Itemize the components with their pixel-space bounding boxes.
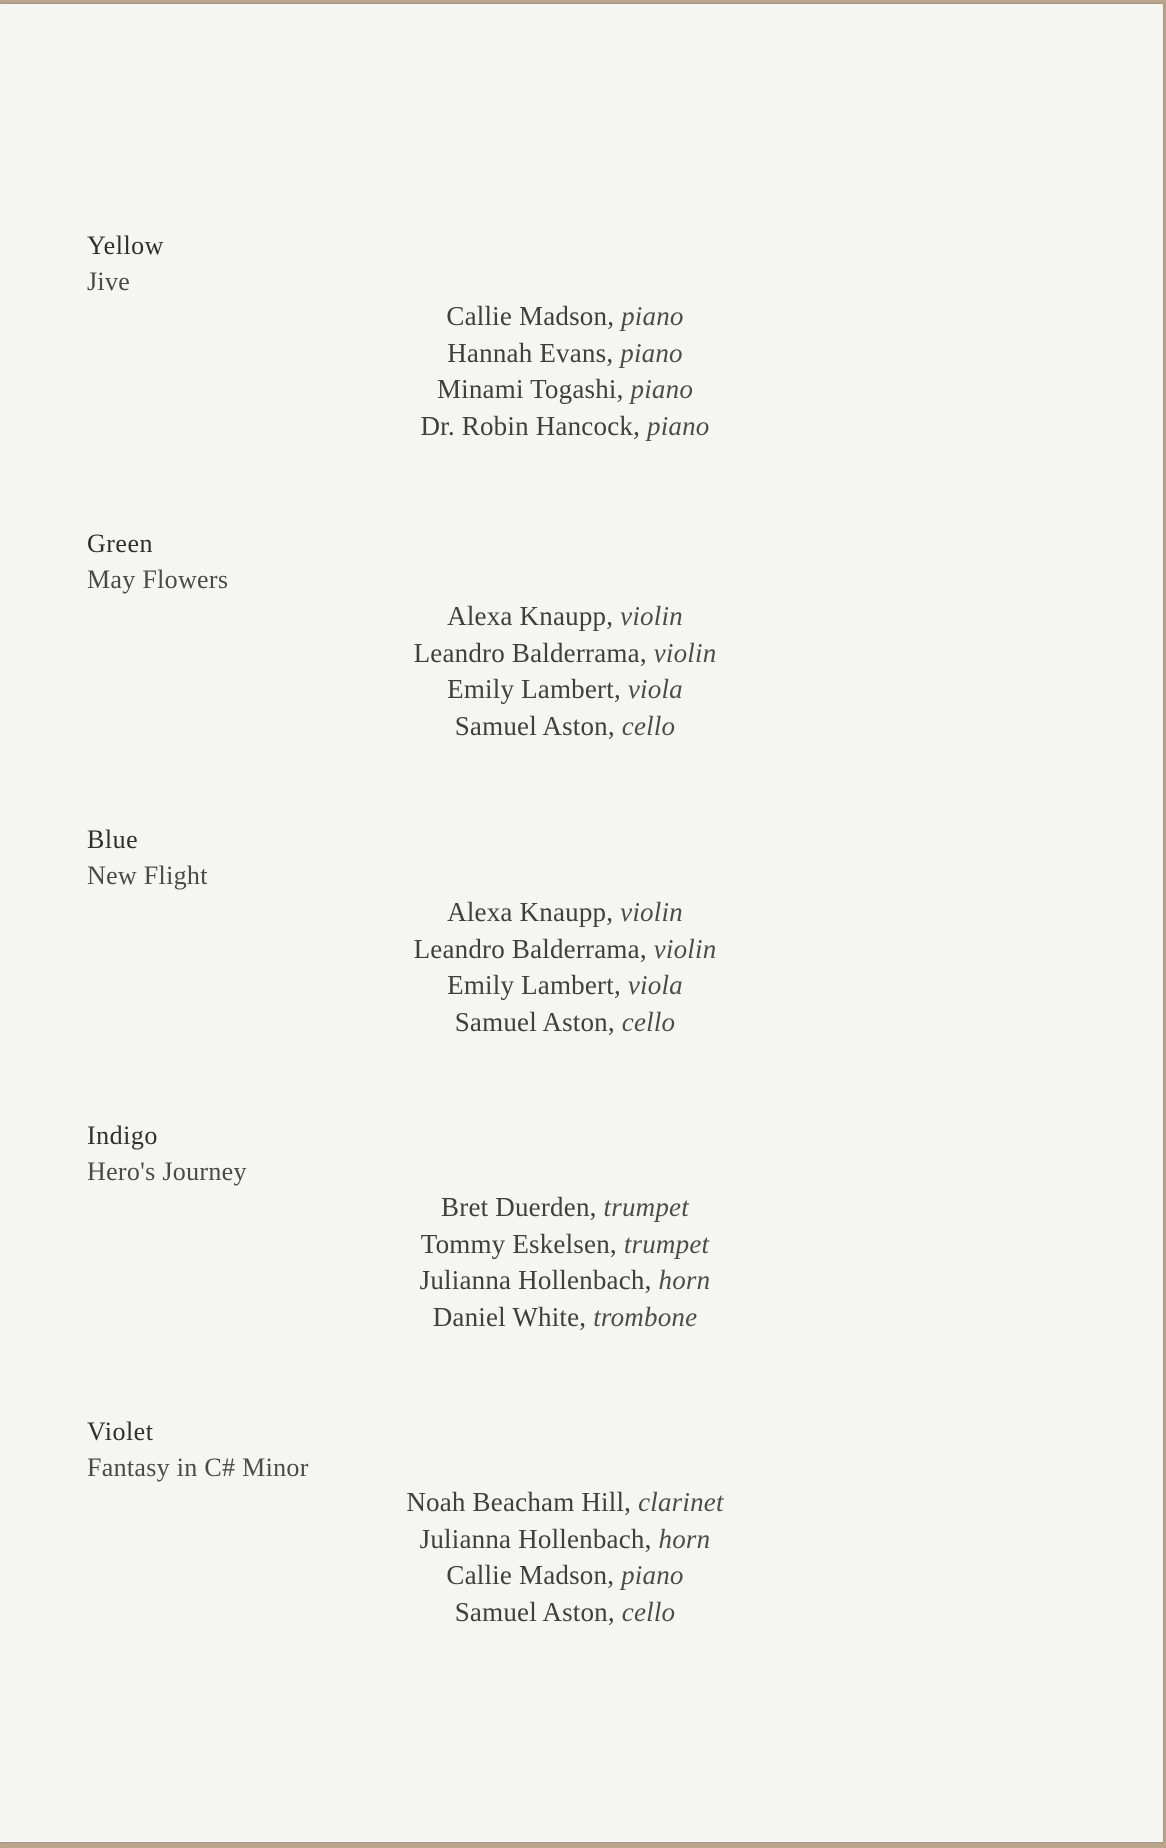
performer-list — [0, 1189, 1130, 1335]
performer-entry: Tommy Eskelsen, trumpet — [420, 1228, 710, 1259]
performer-name: Leandro Balderrama — [413, 933, 640, 964]
performer-name: Samuel Aston — [454, 710, 608, 741]
piece-color-heading: Yellow — [87, 231, 164, 260]
performer-name: Alexa Knaupp — [447, 601, 607, 631]
piece-title: Fantasy in C# Minor — [87, 1453, 309, 1482]
piece-title: May Flowers — [87, 565, 229, 594]
performer-name: Callie Madson — [446, 301, 608, 331]
piece-title: New Flight — [87, 861, 208, 890]
performer-name: Julianna Hollenbach — [419, 1265, 645, 1295]
program-piece-blue — [87, 822, 1087, 894]
performer-instrument: cello — [621, 1006, 676, 1037]
performer-name: Leandro Balderrama — [413, 637, 640, 668]
performer-list — [0, 894, 1130, 1040]
performer-instrument: violin — [653, 933, 717, 964]
performer-name: Emily Lambert — [447, 674, 614, 704]
performer-entry: Samuel Aston, cello — [454, 710, 676, 741]
performer-name: Daniel White — [432, 1301, 580, 1332]
performer-entry: Noah Beacham Hill, clarinet — [406, 1487, 724, 1517]
performer-instrument: piano — [647, 410, 710, 441]
performer-instrument: violin — [620, 897, 683, 927]
performer-entry: Alexa Knaupp, violin — [447, 601, 683, 631]
performer-instrument: trumpet — [603, 1192, 689, 1222]
performer-name: Callie Madson — [446, 1560, 608, 1590]
performer-instrument: trumpet — [623, 1228, 710, 1259]
performer-instrument: violin — [620, 601, 683, 631]
performer-name: Minami Togashi — [436, 374, 617, 404]
performer-name: Julianna Hollenbach — [419, 1523, 645, 1554]
program-piece-indigo — [87, 1118, 1087, 1190]
performer-entry: Emily Lambert, viola — [447, 674, 683, 704]
performer-name: Alexa Knaupp — [447, 897, 607, 927]
performer-instrument: piano — [621, 301, 684, 331]
performer-name: Bret Duerden — [441, 1192, 590, 1222]
performer-name: Dr. Robin Hancock — [420, 410, 634, 441]
piece-color-heading: Green — [87, 529, 154, 558]
performer-instrument: clarinet — [638, 1487, 724, 1517]
performer-entry: Emily Lambert, viola — [447, 970, 683, 1000]
performer-entry: Bret Duerden, trumpet — [441, 1192, 689, 1222]
performer-entry: Samuel Aston, cello — [454, 1596, 676, 1627]
performer-entry: Samuel Aston, cello — [454, 1006, 676, 1037]
performer-instrument: viola — [627, 970, 683, 1000]
performer-entry: Julianna Hollenbach, horn — [419, 1265, 711, 1295]
piece-title: Jive — [87, 267, 131, 296]
program-page — [0, 4, 1163, 1842]
program-piece-green — [87, 526, 1087, 598]
performer-instrument: violin — [653, 637, 717, 668]
performer-entry: Dr. Robin Hancock, piano — [420, 410, 710, 441]
piece-color-heading: Violet — [87, 1417, 154, 1446]
performer-list — [0, 598, 1130, 744]
performer-name: Samuel Aston — [454, 1006, 608, 1037]
performer-instrument: cello — [621, 1596, 676, 1627]
performer-instrument: horn — [658, 1265, 711, 1295]
performer-entry: Julianna Hollenbach, horn — [419, 1523, 711, 1554]
performer-entry: Minami Togashi, piano — [436, 374, 694, 404]
performer-entry: Leandro Balderrama, violin — [413, 933, 717, 964]
performer-instrument: viola — [627, 674, 683, 704]
performer-entry: Alexa Knaupp, violin — [447, 897, 683, 927]
performer-entry: Callie Madson, piano — [446, 301, 684, 331]
performer-list — [0, 1484, 1130, 1630]
performer-entry: Daniel White, trombone — [432, 1301, 698, 1332]
performer-instrument: piano — [630, 374, 694, 404]
performer-list — [0, 298, 1130, 444]
piece-color-heading: Blue — [87, 825, 139, 854]
program-piece-violet — [87, 1414, 1087, 1486]
performer-entry: Hannah Evans, piano — [447, 337, 683, 368]
piece-title: Hero's Journey — [87, 1157, 247, 1186]
performer-name: Noah Beacham Hill — [406, 1487, 625, 1517]
performer-name: Tommy Eskelsen — [420, 1228, 610, 1259]
performer-instrument: trombone — [593, 1301, 698, 1332]
performer-instrument: cello — [621, 710, 676, 741]
performer-entry: Leandro Balderrama, violin — [413, 637, 717, 668]
performer-instrument: piano — [620, 337, 683, 368]
performer-name: Emily Lambert — [447, 970, 614, 1000]
performer-instrument: horn — [658, 1523, 711, 1554]
performer-instrument: piano — [621, 1560, 684, 1590]
performer-name: Samuel Aston — [454, 1596, 608, 1627]
piece-color-heading: Indigo — [87, 1121, 158, 1150]
program-piece-yellow — [87, 228, 1087, 300]
performer-name: Hannah Evans — [447, 337, 607, 368]
performer-entry: Callie Madson, piano — [446, 1560, 684, 1590]
